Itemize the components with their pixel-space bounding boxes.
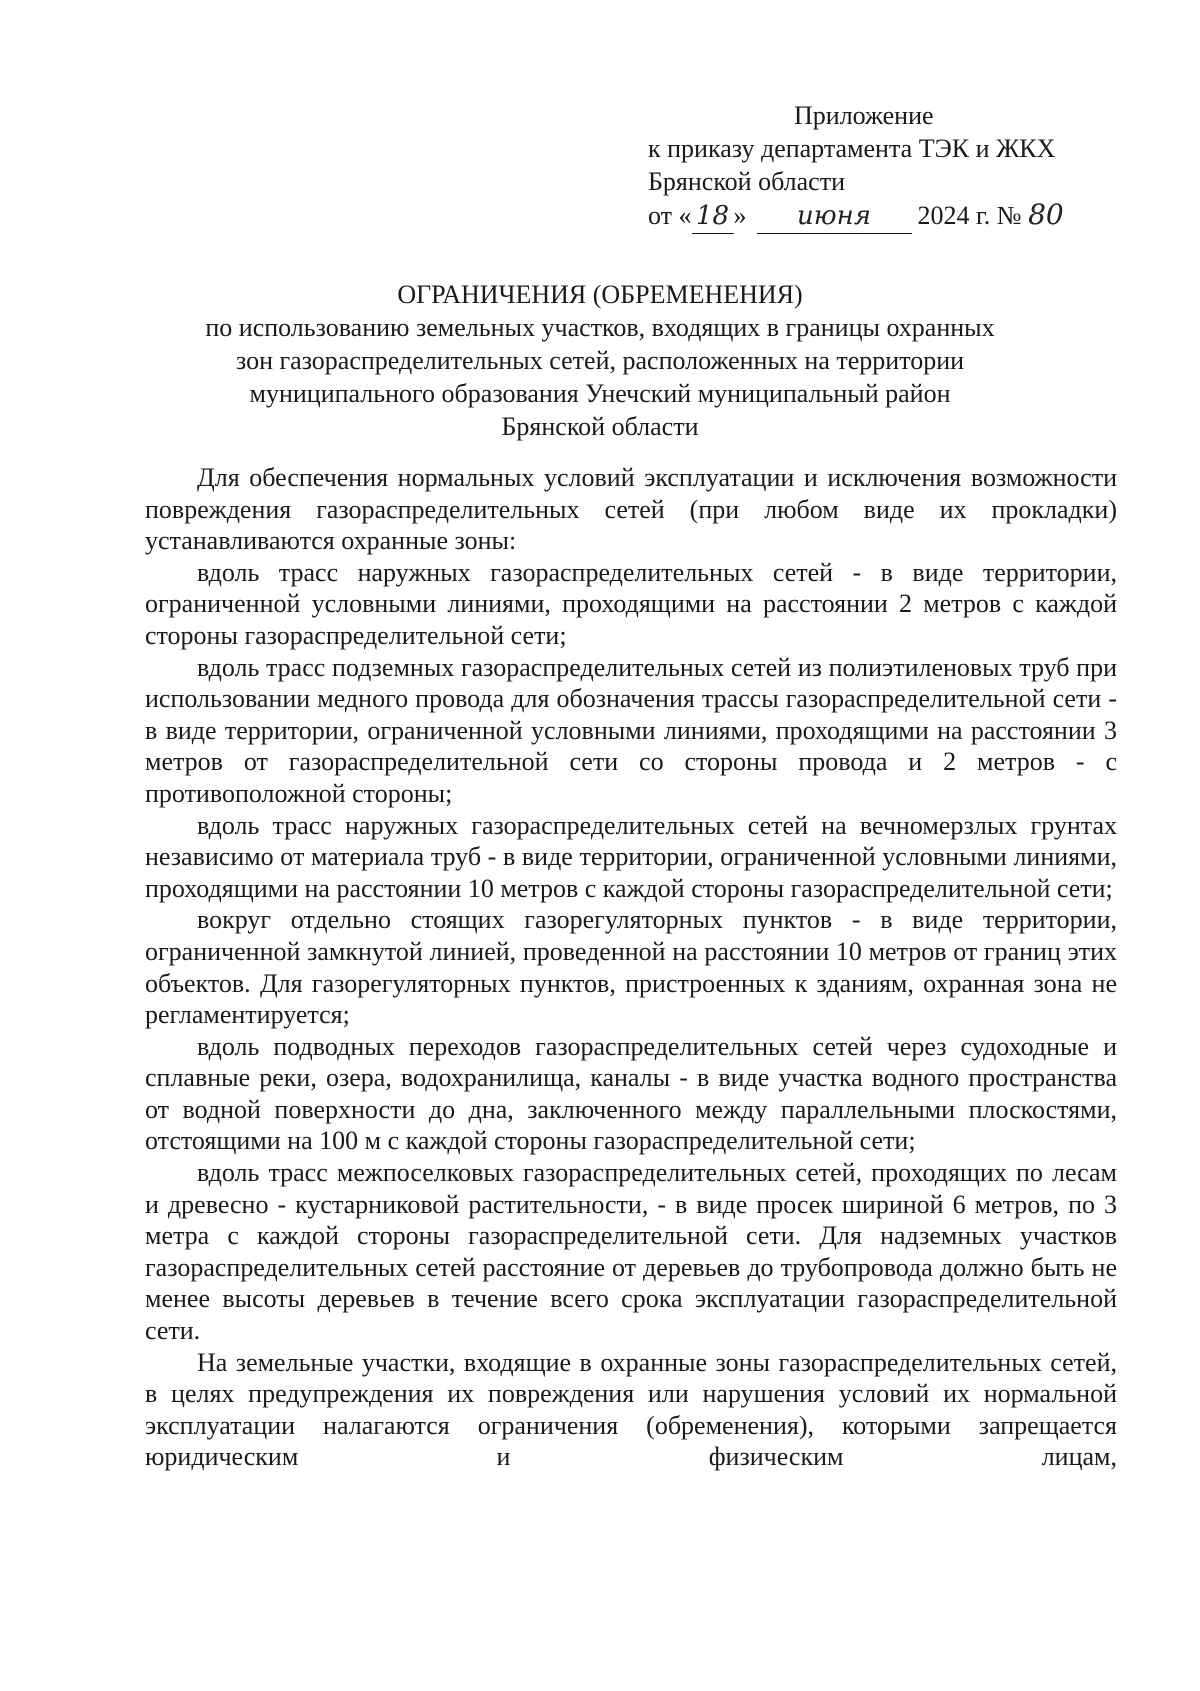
- handwritten-order-number: 80: [1028, 198, 1064, 231]
- handwritten-day: 18: [692, 200, 734, 234]
- body-paragraph: вдоль трасс подземных газораспределительных сетей из полиэтиленовых труб при использовании медного провода для обозначения трассы газораспределительной сети - в виде территории, ограниченной условными линиями, проходящими на расстоянии 3 метров от газораспределительной сети со стороны провода и 2 метров - с противоположной стороны;: [145, 652, 1117, 808]
- date-year-label: 2024 г. №: [917, 201, 1022, 230]
- heading-title: ОГРАНИЧЕНИЯ (ОБРЕМЕНЕНИЯ): [397, 280, 803, 309]
- date-prefix: от «: [648, 201, 692, 230]
- annex-order-ref: к приказу департамента ТЭК и ЖКХ: [648, 134, 1056, 163]
- annex-date-line: [648, 198, 1118, 234]
- date-day-close: »: [733, 201, 747, 230]
- annex-block: [648, 99, 1118, 234]
- body-paragraph: вдоль трасс наружных газораспределительных сетей - в виде территории, ограниченной условными линиями, проходящими на расстоянии 2 метров с каждой стороны газораспределительной сети;: [145, 557, 1117, 650]
- heading-subtitle-line: зон газораспределительных сетей, расположенных на территории: [235, 346, 965, 375]
- heading-subtitle-line: Брянской области: [501, 412, 699, 441]
- document-body: [145, 462, 1117, 1473]
- body-paragraph: вдоль подводных переходов газораспределительных сетей через судоходные и сплавные реки, озера, водохранилища, каналы - в виде участка водного пространства от водной поверхности до дна, заключенного между параллельными плоскостями, отстоящими на 100 м с каждой стороны газораспределительной сети;: [145, 1031, 1117, 1156]
- heading-subtitle-line: по использованию земельных участков, входящих в границы охранных: [205, 313, 995, 342]
- handwritten-month: июня: [757, 200, 912, 234]
- body-paragraph: вдоль трасс межпоселковых газораспределительных сетей, проходящих по лесам и древесно - кустарниковой растительности, - в виде просек шириной 6 метров, по 3 метра с каждой стороны газораспределительной сети. Для надземных участков газораспределительных сетей расстояние от деревьев до трубопровода должно быть не менее высоты деревьев в течение всего срока эксплуатации газораспределительной сети.: [145, 1158, 1117, 1346]
- annex-title: Приложение: [794, 101, 934, 130]
- annex-region: Брянской области: [648, 167, 845, 196]
- heading-subtitle-line: муниципального образования Унечский муниципальный район: [249, 379, 951, 408]
- body-paragraph: На земельные участки, входящие в охранные зоны газораспределительных сетей, в целях предупреждения их повреждения или нарушения условий их нормальной эксплуатации налагаются ограничения (обременения), которыми запрещается юридическим и физическим лицам,: [145, 1347, 1117, 1472]
- body-paragraph: Для обеспечения нормальных условий эксплуатации и исключения возможности повреждения газораспределительных сетей (при любом виде их прокладки) устанавливаются охранные зоны:: [145, 463, 1117, 556]
- body-paragraph: вдоль трасс наружных газораспределительных сетей на вечномерзлых грунтах независимо от материала труб - в виде территории, ограниченной условными линиями, проходящими на расстоянии 10 метров с каждой стороны газораспределительной сети;: [145, 810, 1117, 903]
- body-paragraph: вокруг отдельно стоящих газорегуляторных пунктов - в виде территории, ограниченной замкнутой линией, проведенной на расстоянии 10 метров от границ этих объектов. Для газорегуляторных пунктов, пристроенных к зданиям, охранная зона не регламентируется;: [145, 905, 1117, 1030]
- document-heading: [130, 278, 1070, 443]
